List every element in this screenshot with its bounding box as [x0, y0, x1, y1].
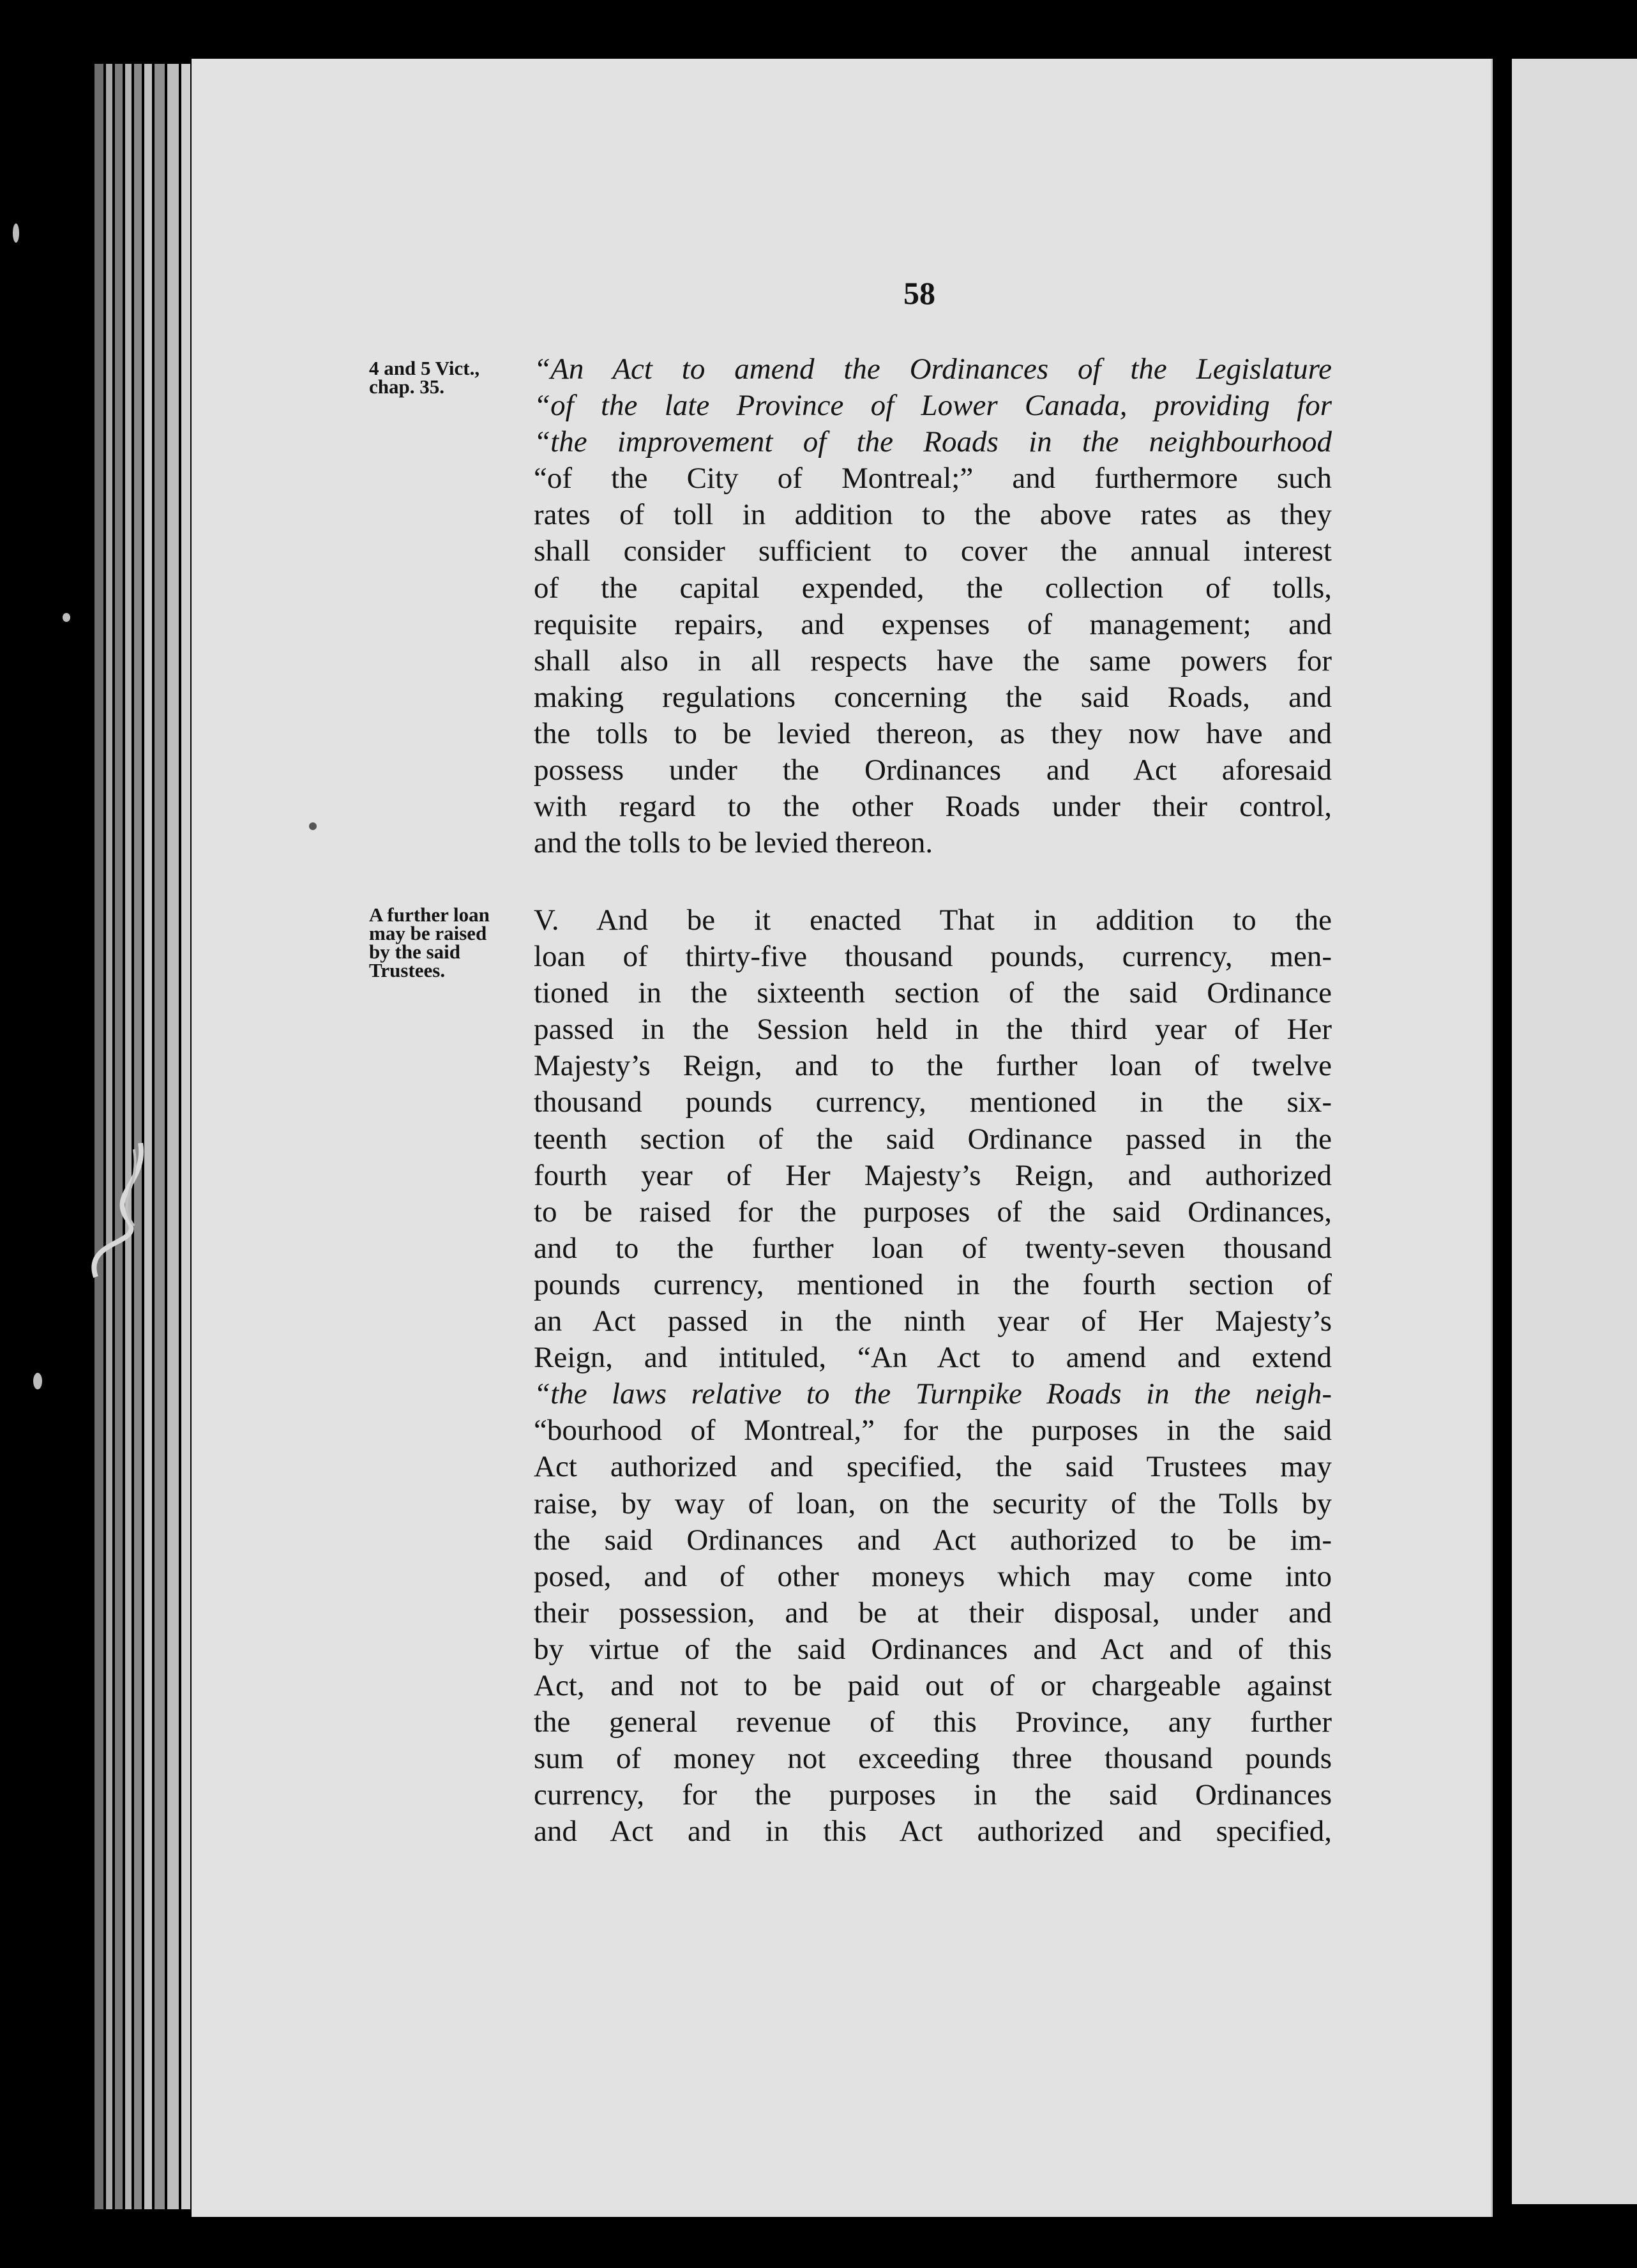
text-line: with regard to the other Roads under their control,: [534, 790, 1332, 824]
text-line: and Act and in this Act authorized and specified,: [534, 1815, 1332, 1848]
text-line: currency, for the purposes in the said Ordinances: [534, 1778, 1332, 1812]
text-line: Act authorized and specified, the said Trustees may: [534, 1450, 1332, 1484]
text-line: and the tolls to be levied thereon.: [534, 826, 933, 860]
text-line: shall also in all respects have the same powers for: [534, 644, 1332, 677]
paragraph-continuation: [534, 351, 1332, 861]
text-line: to be raised for the purposes of the said Ordinances,: [534, 1195, 1332, 1228]
page-number: 58: [903, 275, 935, 311]
text-line: Act, and not to be paid out of or chargeable against: [534, 1668, 1332, 1702]
text-line: fourth year of Her Majesty’s Reign, and authorized: [534, 1158, 1332, 1192]
scan-speck: [13, 223, 19, 243]
text-line: possess under the Ordinances and Act aforesaid: [534, 753, 1332, 787]
text-line: the said Ordinances and Act authorized to be im-: [534, 1523, 1332, 1557]
binding-thread: [70, 1143, 166, 1283]
text-line: passed in the Session held in the third year of Her: [534, 1013, 1332, 1047]
scan-speck: [63, 613, 70, 622]
text-line: Reign, and intituled, “An Act to amend and extend: [534, 1341, 1332, 1375]
margin-note-statute: 4 and 5 Vict., chap. 35.: [369, 357, 480, 398]
text-line: an Act passed in the ninth year of Her Majesty’s: [534, 1304, 1332, 1338]
text-line: rates of toll in addition to the above rates as they: [534, 498, 1332, 532]
text-line: shall consider sufficient to cover the annual interest: [534, 534, 1332, 568]
book-edge-strip: [106, 64, 112, 2209]
text-line: by virtue of the said Ordinances and Act and of this: [534, 1632, 1332, 1666]
text-line: raise, by way of loan, on the security of the Tolls by: [534, 1486, 1332, 1520]
book-edge-strip: [134, 64, 142, 2209]
margin-note-further-loan: A further loan may be raised by the said Trustees.: [369, 903, 490, 981]
book-edge-strip: [144, 64, 152, 2209]
facing-page-edge: [1512, 59, 1637, 2204]
text-line: “the laws relative to the Turnpike Roads in the neigh-: [534, 1377, 1332, 1411]
text-line: pounds currency, mentioned in the fourth section of: [534, 1267, 1332, 1301]
text-line: “the improvement of the Roads in the neighbourhood: [534, 425, 1332, 459]
text-line: “of the City of Montreal;” and furthermore such: [534, 462, 1332, 495]
section-five-paragraph: [534, 902, 1332, 1850]
text-line: loan of thirty-five thousand pounds, currency, men-: [534, 940, 1332, 974]
text-line: their possession, and be at their disposal, under and: [534, 1596, 1332, 1629]
text-line: “bourhood of Montreal,” for the purposes in the said: [534, 1414, 1332, 1448]
text-line: making regulations concerning the said Roads, and: [534, 680, 1332, 714]
book-edge-strip: [167, 64, 179, 2209]
text-line: of the capital expended, the collection of tolls,: [534, 571, 1332, 605]
text-line: teenth section of the said Ordinance passed in the: [534, 1122, 1332, 1156]
text-line: the general revenue of this Province, any further: [534, 1705, 1332, 1739]
text-line: requisite repairs, and expenses of management; and: [534, 607, 1332, 641]
text-line: posed, and of other moneys which may come into: [534, 1559, 1332, 1593]
text-line: and to the further loan of twenty-seven thousand: [534, 1231, 1332, 1265]
text-line: “An Act to amend the Ordinances of the Legislature: [534, 352, 1332, 386]
text-line: V. And be it enacted That in addition to the: [534, 903, 1332, 937]
margin-dot: [309, 822, 317, 830]
book-edge-strip: [115, 64, 123, 2209]
text-line: sum of money not exceeding three thousand pounds: [534, 1742, 1332, 1776]
book-edge-strip: [155, 64, 165, 2209]
scan-speck: [33, 1373, 42, 1389]
text-line: Majesty’s Reign, and to the further loan of twelve: [534, 1049, 1332, 1083]
book-edge-strip: [181, 64, 190, 2209]
text-line: tioned in the sixteenth section of the said Ordinance: [534, 976, 1332, 1010]
book-edge-strip: [94, 64, 103, 2209]
text-line: “of the late Province of Lower Canada, providing for: [534, 389, 1332, 423]
text-line: thousand pounds currency, mentioned in the six-: [534, 1085, 1332, 1119]
book-edge-strip: [125, 64, 132, 2209]
text-line: the tolls to be levied thereon, as they now have and: [534, 716, 1332, 750]
